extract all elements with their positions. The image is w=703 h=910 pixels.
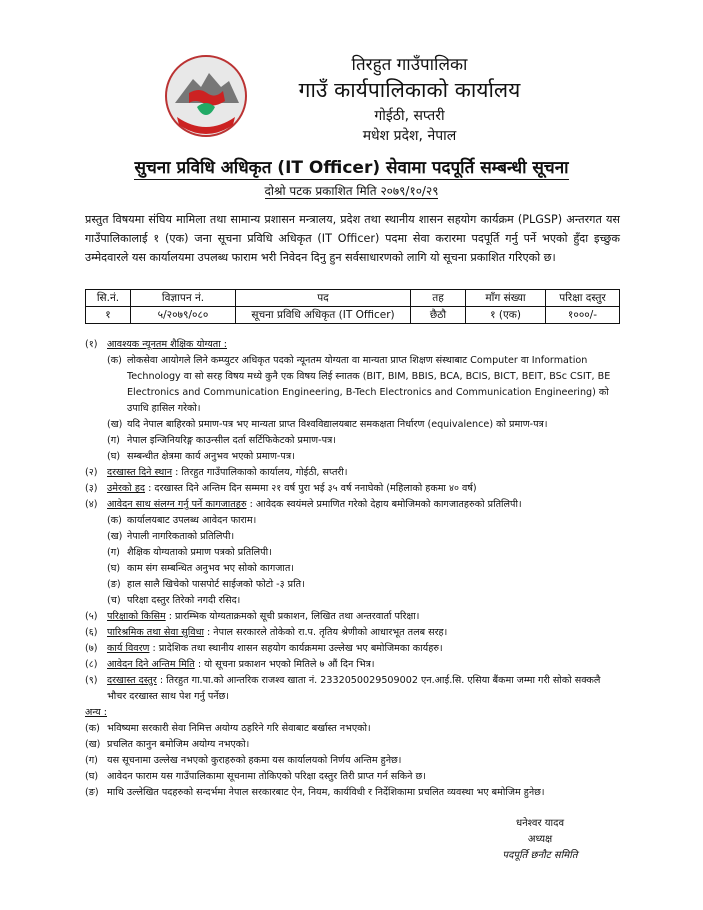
list-item bbox=[85, 673, 620, 705]
list-item bbox=[85, 481, 620, 497]
other-heading bbox=[85, 705, 620, 721]
sub-item-number: (क) bbox=[107, 355, 122, 366]
other-item-number: (ङ) bbox=[85, 787, 99, 798]
item-label: आवेदन दिने अन्तिम मिति bbox=[107, 659, 195, 670]
sub-item-number: (ग) bbox=[107, 435, 120, 446]
list-item bbox=[85, 465, 620, 481]
sub-item-text: हाल सालै खिचेको पासपोर्ट साईजको फोटो -३ प्रति। bbox=[127, 579, 305, 590]
other-item-text: आवेदन फाराम यस गाउँपालिकामा सूचनामा तोकिएको परिक्षा दस्तुर तिरी प्राप्त गर्न सकिने छ। bbox=[107, 771, 426, 782]
item-number: (४) bbox=[85, 499, 98, 510]
office-name: गाउँ कार्यपालिकाको कार्यालय bbox=[298, 78, 521, 102]
list-item bbox=[107, 529, 620, 545]
sub-item-text: यदि नेपाल बाहिरको प्रमाण-पत्र भए मान्यता प्राप्त विश्वविद्यालयबाट समकक्षता निर्धारण (equivalence) को प्रमाण-पत्र। bbox=[127, 419, 548, 430]
sub-item-text: कार्यालयबाट उपलब्ध आवेदन फाराम। bbox=[127, 515, 257, 526]
other-item-text: भविष्यमा सरकारी सेवा निमित्त अयोग्य ठहरिने गरि सेवाबाट बर्खास्त नभएको। bbox=[107, 723, 371, 734]
sub-item-number: (घ) bbox=[107, 563, 121, 574]
item-text: : प्रारम्भिक योग्यताक्रमको सूची प्रकाशन, लिखित तथा अन्तरवार्ता परिक्षा। bbox=[168, 611, 420, 622]
list-item bbox=[107, 417, 620, 433]
list-item bbox=[85, 737, 620, 753]
position-table bbox=[85, 289, 620, 324]
item-number: (१) bbox=[85, 339, 98, 350]
item-number: (२) bbox=[85, 467, 98, 478]
table-header-cell: तह bbox=[411, 290, 466, 307]
item-label: परिक्षाको किसिम bbox=[107, 611, 166, 622]
item-label: दरखास्त दिने स्थान bbox=[107, 467, 173, 478]
other-label: अन्य : bbox=[85, 707, 108, 718]
publish-date bbox=[0, 182, 703, 199]
table-cell: १०००/- bbox=[546, 307, 620, 324]
list-item bbox=[85, 721, 620, 737]
list-item bbox=[107, 577, 620, 593]
list-item bbox=[107, 449, 620, 465]
table-header-cell: सि.नं. bbox=[86, 290, 131, 307]
signatory-name: धनेश्वर यादव bbox=[515, 818, 565, 829]
sub-item-number: (ङ) bbox=[107, 579, 121, 590]
other-item-number: (घ) bbox=[85, 771, 99, 782]
intro-paragraph: प्रस्तुत विषयमा संघिय मामिला तथा सामान्य प्रशासन मन्त्रालय, प्रदेश तथा स्थानीय शासन सहयोग कार्यक्रम (PLGSP) अन्तरगत यस गाउँपालिकालाई १ (एक) जना सूचना प्रविधि अधिकृत (IT Officer) पदमा सेवा करारमा पदपूर्ति गर्नु पर्ने भएको हुँदा इच्छुक उम्मेदवारले यस कार्यालयमा उपलब्ध फाराम भरी निवेदन दिनु हुन सर्वसाधारणको लागि यो सूचना प्रकाशित गरिएको छ। bbox=[85, 213, 620, 264]
list-item bbox=[85, 337, 620, 353]
sub-item-number: (घ) bbox=[107, 451, 121, 462]
list-item bbox=[85, 625, 620, 641]
other-item-text: यस सूचनामा उल्लेख नभएको कुराहरुको हकमा यस कार्यालयको निर्णय अन्तिम हुनेछ। bbox=[107, 755, 402, 766]
sub-item-text: नेपाली नागरिकताको प्रतिलिपी। bbox=[127, 531, 235, 542]
item-text: : तिरहुत गाउँपालिकाको कार्यालय, गोईठी, सप्तरी। bbox=[175, 467, 348, 478]
list-item bbox=[107, 561, 620, 577]
signatory-committee: पदपूर्ति छनौट समिति bbox=[502, 850, 578, 861]
notice-title bbox=[0, 155, 703, 178]
item-number: (३) bbox=[85, 483, 98, 494]
table-cell: छैठौ bbox=[411, 307, 466, 324]
list-item bbox=[107, 513, 620, 529]
item-text: : नेपाल सरकारले तोकेको रा.प. तृतिय श्रेणीको आधारभूत तलब सरह। bbox=[207, 627, 448, 638]
list-item bbox=[85, 785, 620, 801]
notice-title-text: सुचना प्रविधि अधिकृत (IT Officer) सेवामा पदपूर्ति सम्बन्धी सूचना bbox=[134, 158, 569, 178]
sub-item-text: नेपाल इन्जिनियरिङ्ग काउन्सील दर्ता सर्टिफिकेटको प्रमाण-पत्र। bbox=[127, 435, 336, 446]
table-cell: १ (एक) bbox=[466, 307, 546, 324]
list-item bbox=[107, 545, 620, 561]
item-number: (५) bbox=[85, 611, 98, 622]
item-text: : आवेदक स्वयंमले प्रमाणित गरेको देहाय बमोजिमको कागजातहरुको प्रतिलिपी। bbox=[249, 499, 522, 510]
signatory-role: अध्यक्ष bbox=[527, 834, 553, 845]
item-text: : तिरहुत गा.पा.को आन्तरिक राजश्व खाता नं. 2332050029509002 एन.आई.सि. एसिया बैंकमा जम्मा गरी सोको सक्कलै भौचर दरखास्त साथ पेश गर्नु पर्नेछ। bbox=[107, 675, 601, 702]
item-label: पारिश्रमिक तथा सेवा सुविधा bbox=[107, 627, 204, 638]
item-text: : प्रादेशिक तथा स्थानीय शासन सहयोग कार्यक्रममा उल्लेख भए बमोजिमका कार्यहरु। bbox=[152, 643, 443, 654]
sub-item-text: शैक्षिक योग्यताको प्रमाण पत्रको प्रतिलिपी। bbox=[127, 547, 272, 558]
other-item-text: माथि उल्लेखित पदहरुको सन्दर्भमा नेपाल सरकारबाट ऐन, नियम, कार्यविधी र निर्देशिकामा प्रचलित व्यवस्था भए बमोजिम हुनेछ। bbox=[107, 787, 545, 798]
item-number: (८) bbox=[85, 659, 98, 670]
item-number: (६) bbox=[85, 627, 98, 638]
list-item bbox=[85, 641, 620, 657]
list-item bbox=[107, 433, 620, 449]
list-item bbox=[107, 593, 620, 609]
item-label: आवेदन साथ संलग्न गर्नु पर्ने कागजातहरु bbox=[107, 499, 247, 510]
sub-item-number: (ख) bbox=[107, 419, 123, 430]
sub-item-text: लोकसेवा आयोगले लिने कम्प्युटर अधिकृत पदको न्यूनतम योग्यता वा मान्यता प्राप्त शिक्षण संस्थाबाट Computer वा Information Technology वा सो सरह विषय मध्ये कुनै एक विषय लिई स्नातक (BIT, BIM, BBIS, BCA, BCIS, BICT, BEIT, BSc CSIT, BE Electronics and Communication Engineering, B-Tech Electronics and Communication Engineering) को उपाधि हासिल गरेको। bbox=[127, 355, 611, 414]
item-text: : दरखास्त दिने अन्तिम दिन सम्ममा २१ वर्ष पुरा भई ३५ वर्ष ननाघेको (महिलाको हकमा ४० वर्ष) bbox=[148, 483, 477, 494]
publish-date-text: दोश्रो पटक प्रकाशित मिति २०७९/१०/२९ bbox=[264, 184, 439, 198]
item-text: : यो सूचना प्रकाशन भएको मितिले ७ औं दिन भित्र। bbox=[197, 659, 375, 670]
sub-item-number: (ख) bbox=[107, 531, 123, 542]
other-item-number: (ग) bbox=[85, 755, 98, 766]
table-row bbox=[86, 307, 620, 324]
table-cell: १ bbox=[86, 307, 131, 324]
table-header-cell: पद bbox=[236, 290, 411, 307]
office-location: गोईठी, सप्तरी bbox=[374, 108, 445, 124]
item-label: दरखास्त दस्तुर bbox=[107, 675, 157, 686]
signature-block bbox=[480, 816, 600, 864]
list-item bbox=[85, 769, 620, 785]
table-header-cell: परिक्षा दस्तुर bbox=[546, 290, 620, 307]
item-label: कार्य विवरण bbox=[107, 643, 150, 654]
sub-item-number: (च) bbox=[107, 595, 121, 606]
other-item-number: (क) bbox=[85, 723, 100, 734]
table-header-cell: माँग संख्या bbox=[466, 290, 546, 307]
list-item bbox=[85, 497, 620, 513]
notice-body bbox=[85, 337, 620, 801]
municipality-name: तिरहुत गाउँपालिका bbox=[351, 55, 468, 75]
table-cell: सूचना प्रविधि अधिकृत (IT Officer) bbox=[236, 307, 411, 324]
item-label: उमेरको हद bbox=[107, 483, 146, 494]
list-item bbox=[85, 657, 620, 673]
sub-item-text: काम संग सम्बन्धित अनुभव भए सोको कागजात। bbox=[127, 563, 294, 574]
other-item-text: प्रचलित कानुन बमोजिम अयोग्य नभएको। bbox=[107, 739, 250, 750]
list-item bbox=[85, 609, 620, 625]
item-number: (७) bbox=[85, 643, 98, 654]
sub-item-number: (क) bbox=[107, 515, 122, 526]
item-number: (९) bbox=[85, 675, 98, 686]
other-item-number: (ख) bbox=[85, 739, 101, 750]
sub-item-text: परिक्षा दस्तुर तिरेको नगदी रसिद। bbox=[127, 595, 241, 606]
sub-item-number: (ग) bbox=[107, 547, 120, 558]
table-cell: ५/२०७९/०८० bbox=[131, 307, 236, 324]
table-header-cell: विज्ञापन नं. bbox=[131, 290, 236, 307]
qualification-list bbox=[85, 353, 620, 465]
list-item bbox=[107, 353, 620, 417]
office-province: मधेश प्रदेश, नेपाल bbox=[362, 128, 457, 144]
item-label: आवश्यक न्यूनतम शैक्षिक योग्यता : bbox=[107, 339, 228, 350]
sub-item-text: सम्बन्धीत क्षेत्रमा कार्य अनुभव भएको प्रमाण-पत्र। bbox=[127, 451, 295, 462]
table-header-row bbox=[86, 290, 620, 307]
list-item bbox=[85, 753, 620, 769]
documents-list bbox=[85, 513, 620, 609]
